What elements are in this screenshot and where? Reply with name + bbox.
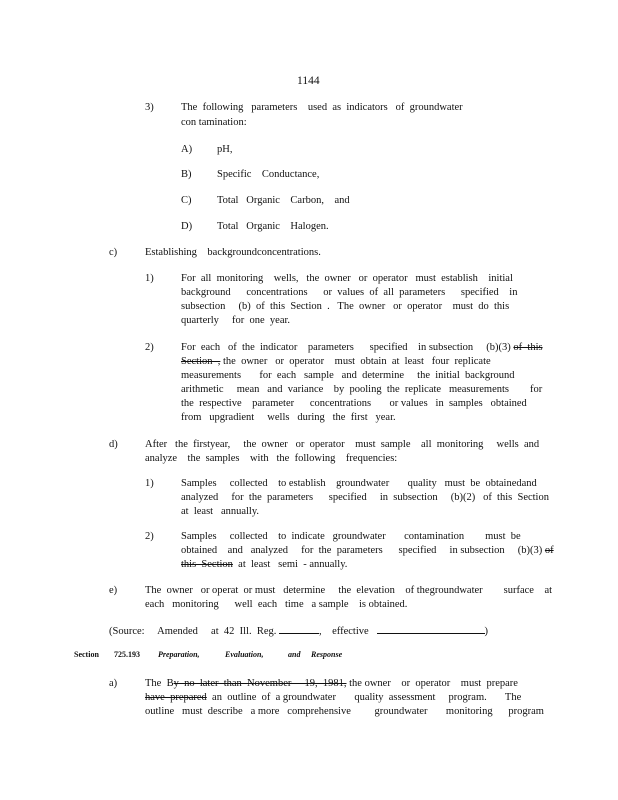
item-a-line-1-text: The B bbox=[145, 678, 174, 689]
item-3-line-2: con tamination: bbox=[181, 117, 247, 128]
item-c2-line-2-text: the owner or operator must obtain at least four replicate bbox=[220, 356, 491, 367]
subitem-a-text: pH, bbox=[217, 144, 233, 155]
item-c1-line-1: For all monitoring wells, the owner or operator must establish initial bbox=[181, 273, 513, 284]
item-e-number: e) bbox=[109, 585, 118, 596]
section-title-word: Response bbox=[311, 650, 343, 659]
item-c1-line-3: subsection (b) of this Section . The owner or operator must do this bbox=[181, 301, 510, 312]
item-c2-line-4: arithmetic mean and variance by pooling the replicate measurements for bbox=[181, 384, 543, 395]
item-a-line-1-rest: the owner or operator must prepare bbox=[346, 678, 518, 689]
subitem-b-text: Specific Conductance, bbox=[217, 169, 320, 180]
item-d2-line-3-text: at least semi - annually. bbox=[232, 559, 348, 570]
item-d2-number: 2) bbox=[145, 531, 154, 542]
item-c2-line-6: from upgradient wells during the first year. bbox=[181, 412, 396, 423]
item-c2-line-2 bbox=[181, 355, 491, 368]
blank-line bbox=[279, 623, 319, 634]
blank-line bbox=[377, 623, 485, 634]
item-c2-line-1-text: For each of the indicator parameters specified in subsection (b)(3) bbox=[181, 342, 511, 353]
item-d1-number: 1) bbox=[145, 478, 154, 489]
item-c-text: Establishing backgroundconcentrations. bbox=[145, 247, 321, 258]
item-d2-line-2 bbox=[181, 544, 554, 557]
deleted-text: this Section bbox=[181, 559, 233, 570]
item-c2-number: 2) bbox=[145, 342, 154, 353]
deleted-text: y no later than November 19, 1981, bbox=[173, 678, 347, 689]
item-c1-number: 1) bbox=[145, 273, 154, 284]
deleted-text: of bbox=[544, 545, 554, 556]
section-number: 725.193 bbox=[114, 650, 140, 659]
item-3-number: 3) bbox=[145, 102, 154, 113]
item-c2-line-1 bbox=[181, 341, 543, 354]
item-d-line-2: analyze the samples with the following frequencies: bbox=[145, 453, 398, 464]
item-d2-line-2-text: obtained and analyzed for the parameters specified in subsection (b)(3) bbox=[181, 545, 543, 556]
item-d1-line-3: at least annually. bbox=[181, 506, 260, 517]
source-close: ) bbox=[484, 626, 489, 637]
item-a-number: a) bbox=[109, 678, 118, 689]
deleted-text: have prepared bbox=[145, 692, 207, 703]
subitem-d-text: Total Organic Halogen. bbox=[217, 221, 329, 232]
subitem-a-number: A) bbox=[181, 144, 193, 155]
item-d1-line-2: analyzed for the parameters specified in subsection (b)(2) of this Section bbox=[181, 492, 549, 503]
item-a-line-3: outline must describe a more comprehensive groundwater monitoring program bbox=[145, 706, 544, 717]
item-e-line-1: The owner or operat or must determine the elevation of thegroundwater surface at bbox=[145, 585, 553, 596]
item-a-line-1 bbox=[145, 677, 518, 690]
section-title-word: Preparation, bbox=[158, 650, 200, 659]
item-d-line-1: After the firstyear, the owner or operator must sample all monitoring wells and bbox=[145, 439, 540, 450]
deleted-text: of this bbox=[513, 342, 543, 353]
source-effective: effective bbox=[332, 626, 369, 637]
item-c1-line-4: quarterly for one year. bbox=[181, 315, 291, 326]
item-e-line-2: each monitoring well each time a sample is obtained. bbox=[145, 599, 408, 610]
subitem-d-number: D) bbox=[181, 221, 193, 232]
subitem-c-text: Total Organic Carbon, and bbox=[217, 195, 350, 206]
section-label: Section bbox=[74, 650, 99, 659]
item-d2-line-1: Samples collected to indicate groundwater contamination must be bbox=[181, 531, 521, 542]
source-comma: , bbox=[319, 626, 322, 637]
source-prefix: (Source: Amended at 42 Ill. Reg. bbox=[109, 626, 277, 637]
item-c1-line-2: background concentrations or values of all parameters specified in bbox=[181, 287, 518, 298]
item-c2-line-5: the respective parameter concentrations or values in samples obtained bbox=[181, 398, 527, 409]
page-number: 1144 bbox=[297, 75, 320, 87]
source-note bbox=[109, 623, 488, 638]
item-d2-line-3 bbox=[181, 558, 347, 571]
section-title-word: and bbox=[288, 650, 301, 659]
deleted-text: Section , bbox=[181, 356, 221, 367]
subitem-c-number: C) bbox=[181, 195, 192, 206]
item-d-number: d) bbox=[109, 439, 118, 450]
section-title-word: Evaluation, bbox=[225, 650, 264, 659]
item-3-line-1: The following parameters used as indicators of groundwater bbox=[181, 102, 463, 113]
item-d1-line-1: Samples collected to establish groundwater quality must be obtainedand bbox=[181, 478, 537, 489]
item-a-line-2-text: an outline of a groundwater quality assessment program. The bbox=[206, 692, 522, 703]
item-c-number: c) bbox=[109, 247, 118, 258]
item-a-line-2 bbox=[145, 691, 521, 704]
subitem-b-number: B) bbox=[181, 169, 192, 180]
item-c2-line-3: measurements for each sample and determine the initial background bbox=[181, 370, 515, 381]
